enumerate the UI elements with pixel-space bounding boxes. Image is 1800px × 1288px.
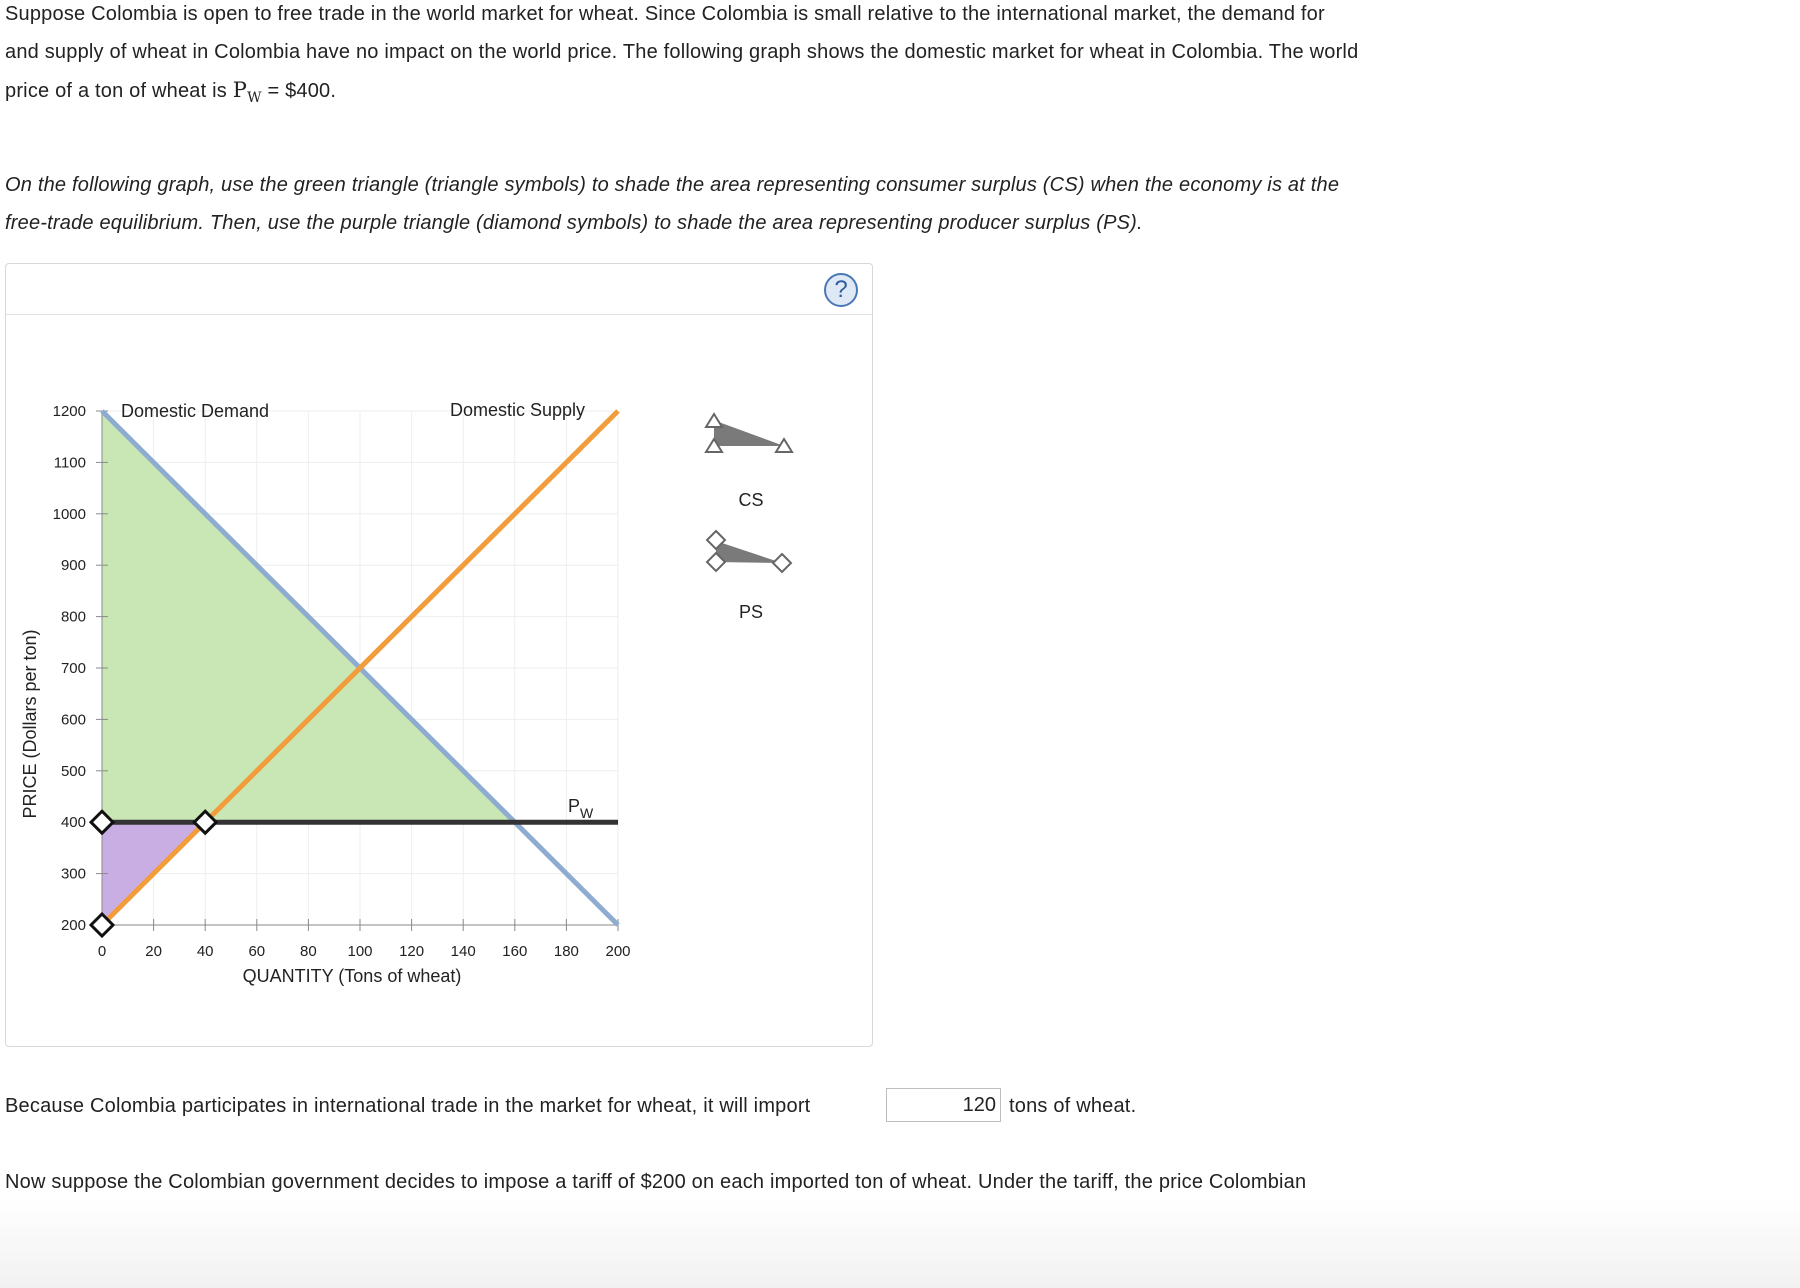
y-tick-label: 500	[60, 762, 86, 780]
x-tick-label: 200	[605, 943, 631, 960]
y-tick-label: 200	[60, 917, 86, 934]
x-tick-label: 100	[347, 943, 373, 960]
y-tick-label: 1000	[52, 505, 86, 523]
help-button[interactable]: ?	[824, 273, 858, 307]
x-tick-label: 40	[196, 943, 214, 960]
cs-tool-triangle-icon	[706, 414, 722, 427]
ps-tool-diamond-icon	[773, 554, 791, 572]
x-tick-label: 20	[145, 943, 162, 960]
graph-panel	[5, 263, 873, 1047]
intro-line-3-text: price of a ton of wheat is	[5, 80, 233, 102]
intro-paragraph	[5, 0, 1505, 112]
world-price-subscript: W	[247, 90, 262, 106]
x-tick-label: 80	[300, 943, 317, 960]
x-axis-title: QUANTITY (Tons of wheat)	[242, 966, 462, 986]
intro-line-3	[5, 71, 1505, 112]
y-tick-label: 600	[60, 711, 86, 729]
ps-tool-shape	[716, 540, 782, 563]
intro-line-2: and supply of wheat in Colombia have no impact on the world price. The following graph shows the domestic market for wheat in Colombia. The world	[5, 41, 1359, 63]
x-tick-label: 180	[553, 943, 579, 960]
x-tick-label: 140	[450, 943, 476, 960]
x-tick-label: 160	[502, 943, 528, 960]
x-tick-label: 120	[399, 943, 425, 960]
surplus-chart[interactable]	[6, 264, 872, 1046]
world-price-value: = $400.	[261, 80, 337, 102]
import-quantity-input[interactable]	[886, 1088, 1001, 1122]
y-tick-label: 1200	[52, 403, 86, 420]
x-tick-label: 60	[248, 943, 266, 960]
x-tick-label: 0	[97, 943, 107, 960]
question-2-line-1	[5, 1163, 1505, 1201]
y-tick-label: 900	[60, 557, 86, 575]
demand-curve-label: Domestic Demand	[121, 401, 270, 421]
question-1-text: Because Colombia participates in international trade in the market for wheat, it will import	[5, 1095, 811, 1117]
instructions-paragraph	[5, 166, 1505, 242]
ps-tool[interactable]	[707, 531, 791, 572]
cs-tool-label: CS	[738, 490, 764, 510]
intro-line-1: Suppose Colombia is open to free trade in the world market for wheat. Since Colombia is small relative to the international market, the demand for	[5, 3, 1325, 25]
question-2-line-1-text: Now suppose the Colombian government decides to impose a tariff of $200 on each imported ton of wheat. Under the tariff, the price Colombian	[5, 1171, 1307, 1193]
supply-curve-label: Domestic Supply	[450, 400, 586, 420]
ps-tool-label: PS	[738, 602, 764, 622]
cs-tool-shape	[714, 421, 784, 446]
page-bottom-fade	[0, 1200, 1800, 1288]
world-price-line-label-sub: W	[580, 805, 594, 821]
y-tick-label: 400	[60, 814, 86, 832]
question-1-suffix	[1009, 1087, 1409, 1125]
world-price-line-label	[568, 796, 594, 821]
instructions-line-2: free-trade equilibrium. Then, use the purple triangle (diamond symbols) to shade the area representing producer surplus (PS).	[5, 212, 1143, 234]
world-price-symbol: P	[232, 78, 248, 102]
y-tick-label: 1100	[53, 454, 86, 472]
y-tick-label: 800	[60, 608, 86, 626]
question-1-suffix-text: tons of wheat.	[1009, 1095, 1137, 1117]
y-axis-title: PRICE (Dollars per ton)	[20, 629, 40, 819]
y-tick-label: 700	[60, 660, 86, 677]
cs-tool[interactable]	[706, 414, 792, 452]
instructions-line-1: On the following graph, use the green triangle (triangle symbols) to shade the area representing consumer surplus (CS) when the economy is at the	[5, 174, 1340, 196]
y-tick-label: 300	[60, 865, 86, 883]
world-price-line-label-main: P	[568, 796, 581, 816]
